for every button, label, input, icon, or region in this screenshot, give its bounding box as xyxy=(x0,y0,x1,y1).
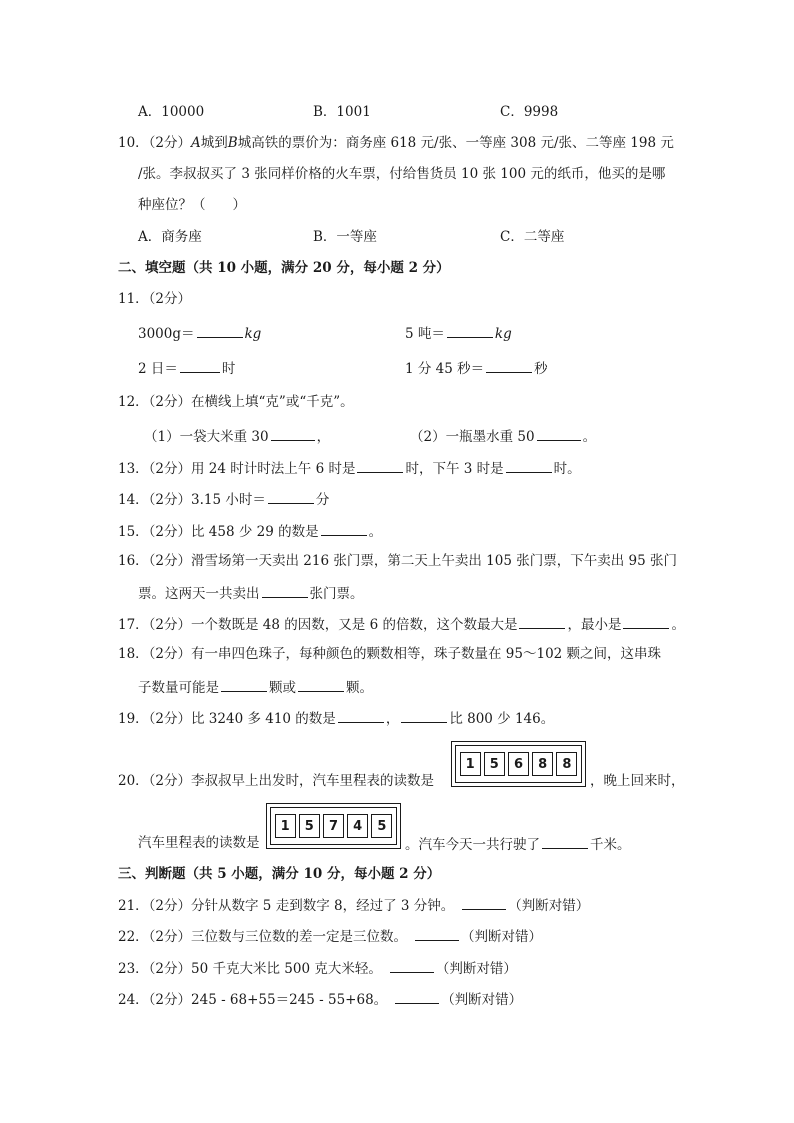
q16-blank[interactable] xyxy=(262,583,308,598)
q13-blank-2[interactable] xyxy=(506,458,552,473)
q18-line2 xyxy=(138,677,373,697)
q17-blank-1[interactable] xyxy=(519,614,565,629)
q11-head: 11．（2分） xyxy=(118,291,192,307)
q17-post: 。 xyxy=(671,617,685,633)
q22-text: 22．（2分）三位数与三位数的差一定是三位数。 xyxy=(118,929,408,945)
odometer-end-digit: 5 xyxy=(371,814,392,838)
q22-blank[interactable] xyxy=(415,926,459,941)
q11-b-blank[interactable] xyxy=(447,323,493,338)
q10-option-c: C．二等座 xyxy=(500,229,565,245)
q12-b-post: 。 xyxy=(582,429,597,445)
q14 xyxy=(118,489,329,509)
q12-head: 12．（2分）在横线上填“克”或“千克”。 xyxy=(118,394,354,410)
q21-text: 21．（2分）分针从数字 5 走到数字 8，经过了 3 分钟。 xyxy=(118,898,455,914)
q17-blank-2[interactable] xyxy=(623,614,669,629)
q11-c-blank[interactable] xyxy=(180,358,220,373)
q12-b-text: （2）一瓶墨水重 50 xyxy=(410,429,535,445)
q14-text: 14．（2分）3.15 小时＝ xyxy=(118,492,266,508)
q18-post: 颗。 xyxy=(346,680,373,696)
q11-d-unit: 秒 xyxy=(534,361,548,377)
q10-option-a: A．商务座 xyxy=(138,229,202,245)
q24-blank[interactable] xyxy=(395,989,439,1004)
q20-line1-post: ，晚上回来时， xyxy=(590,773,685,789)
q22-post: （判断对错） xyxy=(461,929,543,945)
q21-post: （判断对错） xyxy=(508,898,590,914)
q11-d-blank[interactable] xyxy=(486,358,532,373)
q17 xyxy=(118,614,685,634)
odometer-end-digit: 4 xyxy=(347,814,368,838)
q15-text: 15．（2分）比 458 少 29 的数是 xyxy=(118,524,319,540)
q17-mid: ，最小是 xyxy=(567,617,622,633)
q14-post: 分 xyxy=(315,492,330,508)
q23-post: （判断对错） xyxy=(435,961,517,977)
q9-option-a: A．10000 xyxy=(138,104,205,120)
q9-option-b: B．1001 xyxy=(313,104,371,120)
q18-line1: 18．（2分）有一串四色珠子，每种颜色的颗数相等，珠子数量在 95～102 颗之间，这串珠 xyxy=(118,646,662,662)
q18-blank-1[interactable] xyxy=(221,677,267,692)
q11-item-d xyxy=(405,358,548,378)
q11-c-unit: 时 xyxy=(221,361,236,377)
q23 xyxy=(118,958,517,978)
q13-text: 13．（2分）用 24 时计时法上午 6 时是 xyxy=(118,461,356,477)
q16-line1: 16．（2分）滑雪场第一天卖出 216 张门票，第二天上午卖出 105 张门票，下午卖出 95 张门 xyxy=(118,553,677,569)
q10-text-mid: 城到 xyxy=(200,135,228,151)
odometer-start xyxy=(451,741,586,787)
q11-b-text: 5 吨＝ xyxy=(405,326,445,342)
q20-line2-post xyxy=(405,834,631,854)
q10-option-b: B．一等座 xyxy=(313,229,377,245)
q10-city-a: A xyxy=(191,135,201,151)
q20-blank[interactable] xyxy=(542,834,588,849)
q22 xyxy=(118,926,542,946)
q11-a-text: 3000g＝ xyxy=(138,326,195,342)
q11-d-text: 1 分 45 秒＝ xyxy=(405,361,485,377)
q23-blank[interactable] xyxy=(390,958,434,973)
q20-end: 千米。 xyxy=(590,837,631,853)
q11-item-b xyxy=(405,323,512,343)
q16-text: 票。这两天一共卖出 xyxy=(138,586,260,602)
q18-text: 子数量可能是 xyxy=(138,680,219,696)
q19-post: 比 800 少 146。 xyxy=(449,711,555,727)
q11-a-blank[interactable] xyxy=(197,323,243,338)
q24 xyxy=(118,989,522,1009)
odometer-start-digit: 8 xyxy=(556,752,577,776)
q21-blank[interactable] xyxy=(462,895,506,910)
q10-city-b: B xyxy=(227,135,238,151)
odometer-start-digit: 1 xyxy=(460,752,481,776)
q12-a-blank[interactable] xyxy=(271,426,315,441)
q18-mid: 颗或 xyxy=(269,680,296,696)
q12-item-a xyxy=(144,426,330,446)
odometer-end xyxy=(266,803,401,849)
q10-head: 10．（2分） xyxy=(118,135,192,151)
odometer-start-digit: 6 xyxy=(508,752,529,776)
q12-a-text: （1）一袋大米重 30 xyxy=(144,429,269,445)
section2-title: 二、填空题（共 10 小题，满分 20 分，每小题 2 分） xyxy=(118,260,450,276)
q19-text: 19．（2分）比 3240 多 410 的数是 xyxy=(118,711,336,727)
q11-b-unit: kg xyxy=(494,326,512,342)
q16-post: 张门票。 xyxy=(309,586,364,602)
odometer-start-digit: 5 xyxy=(484,752,505,776)
q21 xyxy=(118,895,589,915)
section3-title: 三、判断题（共 5 小题，满分 10 分，每小题 2 分） xyxy=(118,866,441,882)
q12-b-blank[interactable] xyxy=(537,426,581,441)
q15-post: 。 xyxy=(368,524,383,540)
q20-line2-text: 汽车里程表的读数是 xyxy=(138,835,260,851)
q24-post: （判断对错） xyxy=(441,992,523,1008)
q10-line2: /张。李叔叔买了 3 张同样价格的火车票，付给售货员 10 张 100 元的纸币，他买的是哪 xyxy=(138,166,666,182)
q10-line1 xyxy=(118,134,674,152)
q17-text: 17．（2分）一个数既是 48 的因数，又是 6 的倍数，这个数最大是 xyxy=(118,617,518,633)
q13-blank-1[interactable] xyxy=(357,458,403,473)
odometer-start-digits xyxy=(455,745,582,783)
q16-line2 xyxy=(138,583,364,603)
q13-mid: 时，下午 3 时是 xyxy=(405,461,504,477)
q14-blank[interactable] xyxy=(268,489,314,504)
odometer-end-digit: 5 xyxy=(299,814,320,838)
q23-text: 23．（2分）50 千克大米比 500 克大米轻。 xyxy=(118,961,382,977)
odometer-end-digit: 1 xyxy=(275,814,296,838)
q11-c-text: 2 日＝ xyxy=(138,361,178,377)
q11-a-unit: kg xyxy=(244,326,262,342)
q15 xyxy=(118,521,382,541)
q19-mid: ， xyxy=(385,711,400,727)
q20-line1-text: 20．（2分）李叔叔早上出发时，汽车里程表的读数是 xyxy=(118,773,435,789)
q11-item-a xyxy=(138,323,261,343)
q19-blank-2[interactable] xyxy=(401,708,447,723)
q9-option-c: C．9998 xyxy=(500,104,559,120)
q18-blank-2[interactable] xyxy=(298,677,344,692)
odometer-end-digit: 7 xyxy=(323,814,344,838)
q11-item-c xyxy=(138,358,235,378)
q19 xyxy=(118,708,554,728)
q13-post: 时。 xyxy=(553,461,581,477)
q10-text-post: 城高铁的票价为：商务座 618 元/张、一等座 308 元/张、二等座 198 元 xyxy=(237,135,674,151)
q20-text: 。汽车今天一共行驶了 xyxy=(405,837,540,853)
q10-line3: 种座位？（ ） xyxy=(138,197,246,213)
q12-a-post: ， xyxy=(316,429,331,445)
q13 xyxy=(118,458,581,478)
q15-blank[interactable] xyxy=(321,521,367,536)
q12-item-b xyxy=(410,426,596,446)
odometer-start-digit: 8 xyxy=(532,752,553,776)
q19-blank-1[interactable] xyxy=(338,708,384,723)
q24-text: 24．（2分）245 - 68+55＝245 - 55+68。 xyxy=(118,992,388,1008)
odometer-end-digits xyxy=(270,807,397,845)
